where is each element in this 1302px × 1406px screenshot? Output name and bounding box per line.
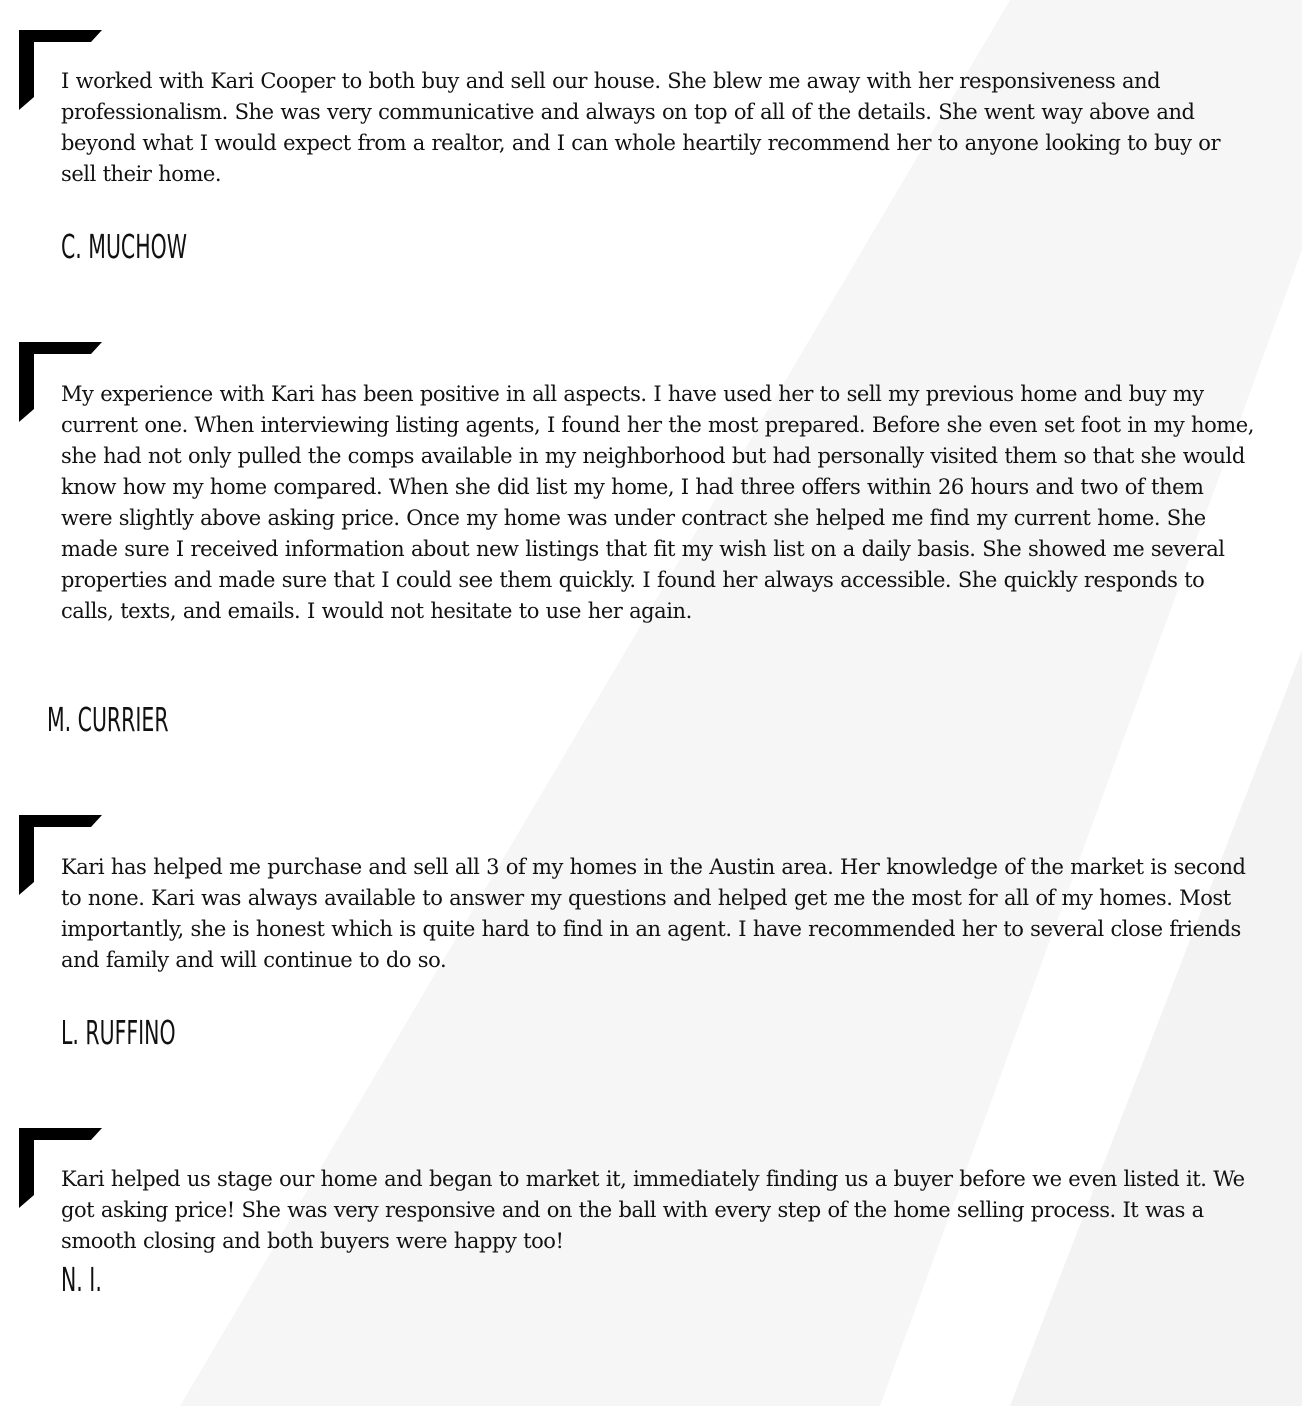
testimonial-quote: Kari has helped me purchase and sell all 3 of my homes in the Austin area. Her knowledge of the market is second to none. Kari was always available to answer my questions and helped get me the most for all of my homes. Most importantly, she is honest which is quite hard to find in an agent. I have recommended her to several close friends and family and will continue to do so. <box>61 855 1246 972</box>
testimonial-quote: Kari helped us stage our home and began to market it, immediately finding us a buyer before we even listed it. We got asking price! She was very responsive and on the ball with every step of the home selling process. It was a smooth closing and both buyers were happy too! <box>61 1167 1245 1253</box>
testimonial-author: C. MUCHOW <box>61 227 187 266</box>
testimonial-author: L. RUFFINO <box>61 1013 176 1052</box>
testimonial-quote: My experience with Kari has been positive in all aspects. I have used her to sell my previous home and buy my current one. When interviewing listing agents, I found her the most prepared. Before she even set foot in my home, she had not only pulled the comps available in my neighborhood but had personally visited them so that she would know how my home compared. When she did list my home, I had three offers within 26 hours and two of them were slightly above asking price. Once my home was under contract she helped me find my current home. She made sure I received information about new listings that fit my wish list on a daily basis. She showed me several properties and made sure that I could see them quickly. I found her always accessible. She quickly responds to calls, texts, and emails. I would not hesitate to use her again. <box>61 382 1254 623</box>
testimonial-quote: I worked with Kari Cooper to both buy and sell our house. She blew me away with her responsiveness and professionalism. She was very communicative and always on top of all of the details. She went way above and beyond what I would expect from a realtor, and I can whole heartily recommend her to anyone looking to buy or sell their home. <box>61 69 1221 186</box>
testimonial-author: N. I. <box>61 1260 102 1299</box>
testimonial-author: M. CURRIER <box>47 700 169 739</box>
